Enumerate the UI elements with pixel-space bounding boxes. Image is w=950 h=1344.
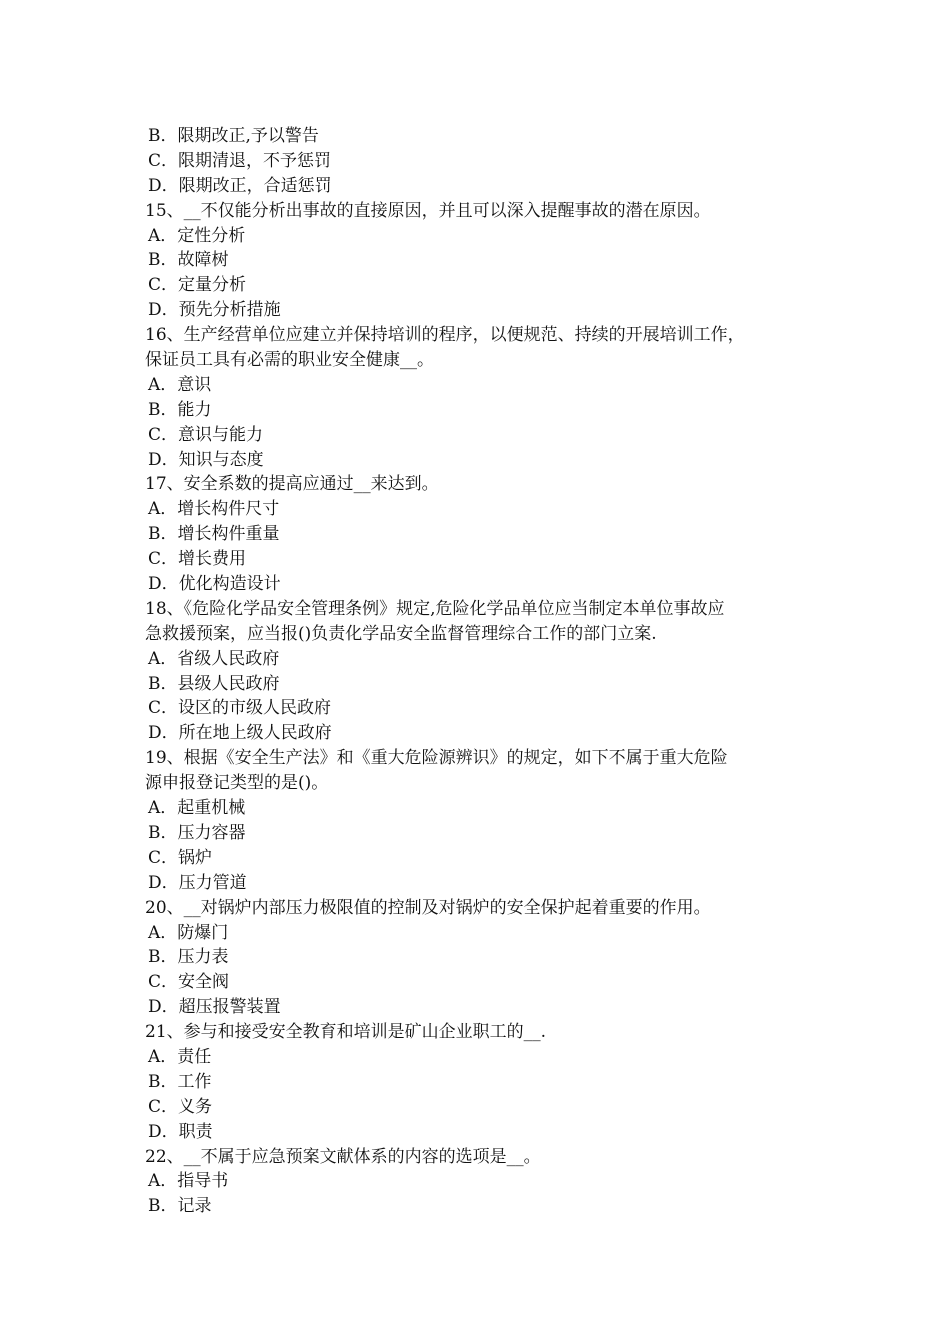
answer-option: B．压力容器 xyxy=(148,822,246,843)
answer-option: C．增长费用 xyxy=(148,549,247,570)
question-text: 18、《危险化学品安全管理条例》规定,危险化学品单位应当制定本单位事故应 xyxy=(145,598,725,619)
answer-option: B．记录 xyxy=(148,1196,212,1217)
question-text: 17、安全系数的提高应通过__来达到。 xyxy=(145,474,439,495)
answer-option: A．防爆门 xyxy=(148,922,229,943)
answer-option: A．增长构件尺寸 xyxy=(148,499,280,520)
answer-option: D．压力管道 xyxy=(148,872,247,893)
answer-option: B．工作 xyxy=(148,1071,212,1092)
answer-option: B．县级人民政府 xyxy=(148,673,280,694)
answer-option: D．职责 xyxy=(148,1121,213,1142)
answer-option: D．所在地上级人民政府 xyxy=(148,723,332,744)
question-text: 急救援预案，应当报()负责化学品安全监督管理综合工作的部门立案. xyxy=(145,623,657,644)
answer-option: A．责任 xyxy=(148,1046,212,1067)
question-text: 19、根据《安全生产法》和《重大危险源辨识》的规定，如下不属于重大危险 xyxy=(145,748,728,769)
answer-option: C．锅炉 xyxy=(148,847,213,868)
answer-option: B．限期改正,予以警告 xyxy=(148,126,319,146)
answer-option: D．知识与态度 xyxy=(148,449,264,470)
answer-option: C．设区的市级人民政府 xyxy=(148,698,332,719)
answer-option: C．定量分析 xyxy=(148,275,247,296)
answer-option: C．安全阀 xyxy=(148,972,230,993)
answer-option: A．省级人民政府 xyxy=(148,648,280,669)
question-text: 15、__不仅能分析出事故的直接原因，并且可以深入提醒事故的潜在原因。 xyxy=(145,200,711,221)
answer-option: A．意识 xyxy=(148,374,212,395)
question-text: 16、生产经营单位应建立并保持培训的程序，以便规范、持续的开展培训工作， xyxy=(145,325,745,346)
answer-option: B．故障树 xyxy=(148,250,229,271)
answer-option: C．义务 xyxy=(148,1096,213,1117)
answer-option: A．起重机械 xyxy=(148,798,246,819)
answer-option: A．定性分析 xyxy=(148,225,246,246)
question-text: 22、__不属于应急预案文献体系的内容的选项是__。 xyxy=(145,1146,541,1167)
question-text: 21、参与和接受安全教育和培训是矿山企业职工的__. xyxy=(145,1022,547,1043)
answer-option: B．压力表 xyxy=(148,947,229,968)
answer-option: C．限期清退，不予惩罚 xyxy=(148,150,332,171)
document-body xyxy=(145,124,825,1219)
answer-option: A．指导书 xyxy=(148,1171,229,1192)
question-text: 源申报登记类型的是()。 xyxy=(145,773,329,794)
answer-option: B．能力 xyxy=(148,399,212,420)
answer-option: D．预先分析措施 xyxy=(148,300,281,321)
answer-option: D．优化构造设计 xyxy=(148,574,281,595)
question-text: 保证员工具有必需的职业安全健康__。 xyxy=(145,350,434,371)
answer-option: D．限期改正，合适惩罚 xyxy=(148,175,332,196)
question-text: 20、__对锅炉内部压力极限值的控制及对锅炉的安全保护起着重要的作用。 xyxy=(145,897,711,918)
answer-option: C．意识与能力 xyxy=(148,424,264,445)
answer-option: B．增长构件重量 xyxy=(148,524,280,545)
answer-option: D．超压报警装置 xyxy=(148,997,281,1018)
